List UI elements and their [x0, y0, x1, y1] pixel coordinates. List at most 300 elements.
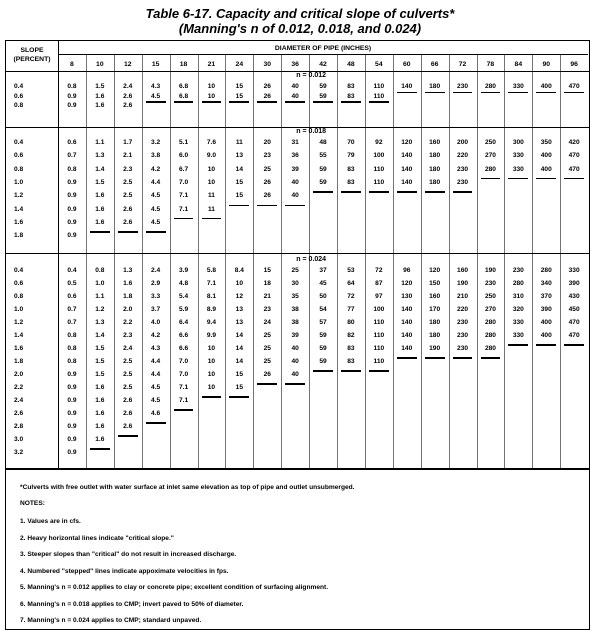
table-cell: 25 [263, 165, 271, 173]
table-cell: 4.5 [151, 384, 161, 391]
table-cell: 2.3 [123, 165, 133, 173]
table-cell: 59 [319, 358, 327, 365]
table-cell: 0.7 [67, 319, 77, 326]
table-cell: 2.2 [123, 319, 133, 326]
table-cell: 150 [429, 280, 441, 287]
table-cell: 4.3 [151, 345, 161, 352]
table-cell: 1.1 [95, 293, 105, 300]
table-cell: 4.0 [151, 319, 161, 326]
critical-slope-line [146, 422, 166, 424]
table-cell: 2.6 [123, 92, 133, 100]
table-cell: 470 [568, 319, 580, 326]
table-cell: 400 [540, 152, 552, 160]
critical-slope-line [508, 92, 528, 94]
table-cell: 0.8 [67, 345, 77, 352]
table-cell: 250 [484, 139, 496, 146]
table-cell: 6.8 [178, 83, 189, 90]
critical-slope-line [202, 396, 222, 398]
table-cell: 110 [373, 178, 385, 186]
table-cell: 14 [235, 358, 243, 365]
table-cell: 40 [291, 83, 299, 90]
table-cell: 3.7 [151, 306, 161, 313]
table-cell: 80 [347, 319, 355, 326]
table-title: Table 6-17. Capacity and critical slope of culverts* [145, 6, 455, 21]
table-cell: 140 [401, 165, 413, 173]
critical-slope-line [397, 191, 417, 193]
table-cell: 5.9 [178, 306, 189, 313]
table-cell: 1.4 [95, 332, 105, 339]
table-cell: 26 [263, 192, 271, 200]
table-cell: 0.9 [67, 192, 77, 200]
table-cell: 15 [235, 92, 243, 100]
note-item: 5. Manning's n = 0.012 applies to clay or concrete pipe; excellent condition of surfacing alignment. [20, 584, 329, 591]
table-cell: 1.5 [95, 371, 105, 378]
table-cell: 140 [401, 83, 413, 90]
table-cell: 330 [512, 165, 524, 173]
table-cell: 1.5 [95, 83, 105, 90]
table-cell: 110 [373, 319, 385, 326]
notes-title: NOTES: [20, 500, 45, 507]
diameter-label: 15 [151, 61, 160, 68]
table-cell: 7.1 [178, 384, 189, 391]
column-divider [449, 54, 450, 468]
table-cell: 0.8 [67, 332, 77, 339]
table-cell: 2.0 [123, 306, 133, 313]
table-cell: 1.2 [95, 306, 105, 313]
critical-slope-line [481, 357, 501, 359]
table-cell: 4.4 [151, 371, 161, 378]
table-cell: 11 [207, 205, 215, 213]
table-cell: 310 [512, 293, 524, 300]
table-cell: 100 [373, 152, 385, 160]
table-cell: 4.5 [151, 397, 161, 404]
table-cell: 4.3 [151, 83, 161, 90]
table-cell: 14 [235, 345, 243, 352]
column-divider [253, 54, 254, 468]
table-cell: 470 [568, 83, 580, 90]
table-cell: 1.6 [95, 384, 105, 391]
table-cell: 190 [429, 345, 441, 352]
table-cell: 26 [263, 83, 271, 90]
table-cell: 0.8 [67, 358, 77, 365]
table-cell: 230 [457, 319, 469, 326]
table-cell: 40 [291, 192, 299, 200]
table-cell: 0.9 [67, 410, 77, 417]
table-cell: 280 [512, 280, 524, 287]
table-cell: 7.1 [178, 192, 189, 200]
culvert-table [5, 40, 590, 630]
table-cell: 11 [235, 139, 243, 146]
critical-slope-line [564, 178, 584, 180]
slope-value: 0.4 [14, 267, 24, 274]
table-cell: 0.9 [67, 449, 77, 456]
table-cell: 120 [401, 280, 413, 287]
table-cell: 10 [207, 92, 216, 100]
table-cell: 330 [512, 152, 524, 160]
table-cell: 10 [207, 384, 216, 391]
table-cell: 2.4 [151, 267, 161, 274]
critical-slope-line [285, 205, 305, 207]
table-cell: 59 [319, 178, 327, 186]
table-cell: 300 [512, 139, 524, 146]
table-cell: 14 [235, 332, 243, 339]
section-bottom-line [6, 468, 589, 470]
table-cell: 0.9 [67, 436, 77, 443]
section-n-label: n = 0.024 [296, 256, 327, 263]
critical-slope-line [453, 191, 473, 193]
slope-value: 2.8 [14, 423, 24, 430]
note-item: 4. Numbered "stepped" lines indicate appoximate velocities in fps. [20, 567, 229, 575]
diameter-label: 96 [570, 61, 578, 68]
table-cell: 15 [235, 192, 243, 200]
table-cell: 25 [263, 358, 271, 365]
table-cell: 25 [263, 332, 271, 339]
table-cell: 0.7 [67, 152, 77, 160]
table-cell: 4.2 [151, 165, 161, 173]
table-cell: 140 [401, 345, 413, 352]
section-bottom-line [6, 253, 589, 254]
column-divider [532, 54, 533, 468]
table-cell: 400 [540, 332, 552, 339]
table-cell: 2.3 [123, 332, 133, 339]
table-cell: 180 [429, 319, 441, 326]
table-cell: 4.4 [151, 178, 161, 186]
table-cell: 6.7 [178, 165, 189, 173]
table-cell: 4.4 [151, 358, 161, 365]
table-cell: 20 [263, 139, 271, 146]
table-cell: 0.8 [67, 83, 77, 90]
table-cell: 1.6 [95, 205, 105, 213]
table-cell: 1.5 [95, 358, 105, 365]
table-cell: 230 [457, 165, 469, 173]
table-cell: 470 [568, 165, 580, 173]
table-cell: 370 [540, 293, 552, 300]
table-cell: 55 [319, 152, 327, 160]
table-cell: 1.4 [95, 165, 105, 173]
slope-value: 1.6 [14, 218, 24, 226]
table-cell: 37 [319, 267, 327, 274]
table-cell: 320 [512, 306, 524, 313]
table-cell: 26 [263, 371, 271, 378]
note-item: 1. Values are in cfs. [20, 518, 81, 525]
column-divider [504, 54, 505, 468]
diameter-label: 21 [207, 61, 216, 68]
table-cell: 82 [347, 332, 355, 339]
table-cell: 2.6 [123, 205, 133, 213]
critical-slope-line [536, 344, 556, 346]
table-cell: 140 [401, 332, 413, 339]
table-cell: 83 [347, 345, 355, 352]
table-cell: 6.6 [178, 345, 189, 352]
critical-slope-line [118, 435, 138, 437]
slope-header-label: SLOPE [20, 47, 44, 54]
table-cell: 70 [347, 139, 355, 146]
table-cell: 59 [319, 165, 327, 173]
table-cell: 0.8 [67, 165, 77, 173]
slope-value: 0.6 [14, 92, 24, 100]
critical-slope-line [313, 370, 333, 372]
column-divider [114, 54, 115, 468]
table-cell: 2.6 [123, 397, 133, 404]
table-cell: 0.9 [67, 397, 77, 404]
table-cell: 48 [319, 139, 327, 146]
table-cell: 180 [429, 178, 441, 186]
critical-slope-line [536, 178, 556, 180]
table-cell: 190 [484, 267, 496, 274]
table-cell: 39 [291, 165, 299, 173]
table-cell: 15 [263, 267, 271, 274]
table-cell: 230 [484, 280, 496, 287]
critical-slope-line [425, 357, 445, 359]
table-cell: 470 [568, 332, 580, 339]
table-cell: 50 [319, 293, 327, 300]
table-cell: 4.6 [151, 410, 161, 417]
table-cell: 2.5 [123, 371, 133, 378]
table-cell: 83 [347, 178, 355, 186]
critical-slope-line [397, 357, 417, 359]
table-cell: 180 [429, 332, 441, 339]
critical-slope-line [564, 344, 584, 346]
critical-slope-line [425, 191, 445, 193]
table-cell: 220 [457, 306, 469, 313]
slope-value: 0.6 [14, 152, 24, 160]
diameter-header-label: DIAMETER OF PIPE (INCHES) [274, 45, 372, 52]
table-cell: 18 [263, 280, 271, 287]
table-cell: 140 [401, 306, 413, 313]
table-cell: 7.1 [178, 397, 189, 404]
table-cell: 38 [291, 319, 299, 326]
table-cell: 59 [319, 83, 327, 90]
slope-value: 3.2 [14, 449, 24, 456]
table-cell: 59 [319, 92, 327, 100]
diameter-label: 36 [291, 61, 299, 68]
section-n-label: n = 0.018 [296, 128, 327, 135]
table-cell: 210 [457, 293, 469, 300]
table-cell: 2.6 [123, 218, 133, 226]
critical-slope-line [257, 101, 277, 103]
table-cell: 21 [263, 293, 271, 300]
table-cell: 340 [540, 280, 552, 287]
table-cell: 1.8 [123, 293, 133, 300]
table-cell: 26 [263, 92, 271, 100]
table-cell: 9.4 [206, 319, 217, 326]
footnote: *Culverts with free outlet with water surface at inlet same elevation as top of pipe and outlet unsubmerged. [20, 484, 355, 491]
table-cell: 4.5 [151, 205, 161, 213]
table-cell: 420 [568, 139, 580, 146]
table-cell: 0.9 [67, 102, 77, 109]
table-cell: 6.6 [178, 332, 189, 339]
table-cell: 110 [373, 345, 385, 352]
critical-slope-line [202, 218, 222, 220]
table-cell: 0.9 [67, 205, 77, 213]
column-divider [142, 54, 143, 468]
critical-slope-line [369, 370, 389, 372]
slope-value: 2.2 [14, 384, 24, 391]
table-cell: 0.9 [67, 232, 77, 240]
table-cell: 53 [347, 267, 355, 274]
table-cell: 11 [207, 192, 215, 200]
critical-slope-line [564, 92, 584, 94]
table-cell: 190 [457, 280, 469, 287]
table-cell: 87 [375, 280, 383, 287]
table-cell: 1.6 [95, 436, 105, 443]
table-cell: 7.0 [178, 371, 189, 378]
table-cell: 1.1 [95, 139, 105, 146]
note-item: 6. Manning's n = 0.018 applies to CMP; invert paved to 50% of diameter. [20, 600, 244, 608]
table-cell: 4.8 [178, 280, 189, 287]
table-cell: 77 [347, 306, 355, 313]
table-cell: 6.4 [178, 319, 189, 326]
table-cell: 3.9 [178, 267, 189, 274]
critical-slope-line [202, 101, 222, 103]
table-cell: 230 [512, 267, 524, 274]
diameter-label: 78 [486, 61, 495, 68]
diameter-label: 8 [70, 61, 74, 68]
table-cell: 31 [291, 139, 299, 146]
critical-slope-line [508, 178, 528, 180]
slope-value: 1.0 [14, 178, 24, 186]
critical-slope-line [90, 231, 110, 233]
table-cell: 0.9 [67, 384, 77, 391]
critical-slope-line [453, 357, 473, 359]
table-cell: 1.6 [95, 410, 105, 417]
critical-slope-line [369, 101, 389, 103]
slope-value: 2.4 [14, 397, 24, 404]
table-cell: 40 [291, 92, 299, 100]
critical-slope-line [257, 205, 277, 207]
table-cell: 2.4 [123, 345, 133, 352]
table-cell: 330 [568, 267, 580, 274]
table-cell: 110 [373, 332, 385, 339]
critical-slope-line [285, 383, 305, 385]
table-cell: 72 [375, 267, 383, 274]
table-cell: 330 [512, 332, 524, 339]
column-divider [365, 54, 366, 468]
column-divider [477, 54, 478, 468]
table-cell: 390 [568, 280, 580, 287]
table-cell: 2.5 [123, 178, 133, 186]
table-cell: 83 [347, 83, 355, 90]
slope-value: 1.4 [14, 332, 24, 339]
table-cell: 130 [401, 293, 413, 300]
table-cell: 39 [291, 332, 299, 339]
table-cell: 220 [457, 152, 469, 160]
column-divider [421, 54, 422, 468]
table-cell: 0.9 [67, 218, 77, 226]
table-cell: 8.4 [234, 267, 244, 274]
table-cell: 230 [457, 83, 469, 90]
critical-slope-line [118, 231, 138, 233]
critical-slope-line [146, 231, 166, 233]
table-cell: 10 [207, 165, 216, 173]
table-cell: 5.4 [178, 293, 189, 300]
table-cell: 8.9 [206, 306, 217, 313]
diameter-header-divider [58, 54, 588, 55]
critical-slope-line [257, 383, 277, 385]
table-cell: 1.3 [95, 152, 105, 160]
table-cell: 10 [207, 178, 216, 186]
table-cell: 0.9 [67, 178, 77, 186]
table-cell: 40 [291, 371, 299, 378]
table-cell: 4.5 [151, 192, 161, 200]
table-cell: 280 [540, 267, 552, 274]
table-cell: 160 [429, 139, 441, 146]
column-divider [198, 54, 199, 468]
table-cell: 280 [484, 345, 496, 352]
slope-value: 3.0 [14, 436, 24, 443]
slope-value: 1.8 [14, 358, 24, 365]
table-cell: 330 [512, 319, 524, 326]
table-cell: 0.9 [67, 423, 77, 430]
table-cell: 13 [235, 306, 243, 313]
critical-slope-line [174, 218, 194, 220]
table-cell: 0.5 [67, 280, 77, 287]
diameter-label: 30 [263, 61, 272, 68]
table-cell: 2.4 [123, 83, 133, 90]
slope-value: 2.0 [14, 371, 24, 378]
column-divider [225, 54, 226, 468]
column-divider [86, 54, 87, 468]
table-cell: 200 [457, 139, 469, 146]
table-cell: 4.5 [151, 92, 161, 100]
table-cell: 400 [540, 165, 552, 173]
table-cell: 430 [568, 293, 580, 300]
slope-value: 1.0 [14, 306, 24, 313]
table-cell: 23 [263, 306, 271, 313]
critical-slope-line [508, 344, 528, 346]
table-cell: 97 [375, 293, 383, 300]
diameter-label: 90 [542, 61, 551, 68]
table-cell: 280 [484, 332, 496, 339]
critical-slope-line [313, 191, 333, 193]
table-cell: 2.6 [123, 410, 133, 417]
diameter-label: 66 [430, 61, 439, 68]
table-cell: 9.9 [206, 332, 217, 339]
diameter-label: 84 [514, 61, 523, 68]
table-cell: 180 [429, 83, 441, 90]
table-cell: 110 [373, 165, 385, 173]
diameter-label: 60 [402, 61, 411, 68]
table-cell: 0.7 [67, 306, 77, 313]
slope-value: 0.8 [14, 102, 24, 109]
critical-slope-line [229, 205, 249, 207]
table-cell: 1.6 [123, 280, 133, 287]
note-item: 3. Steeper slopes than "critical" do not result in increased discharge. [20, 551, 237, 558]
table-cell: 0.6 [67, 139, 77, 146]
table-cell: 270 [484, 306, 496, 313]
critical-slope-line [369, 191, 389, 193]
table-cell: 5.1 [178, 139, 189, 146]
table-cell: 3.8 [151, 152, 161, 160]
table-cell: 3.3 [151, 293, 161, 300]
table-cell: 7.1 [206, 280, 217, 287]
critical-slope-line [425, 92, 445, 94]
table-cell: 9.0 [206, 152, 217, 160]
table-cell: 250 [484, 293, 496, 300]
table-cell: 10 [207, 83, 216, 90]
slope-value: 0.8 [14, 165, 24, 173]
table-cell: 6.0 [178, 152, 189, 160]
critical-slope-line [341, 191, 361, 193]
table-cell: 35 [291, 293, 299, 300]
table-cell: 1.0 [95, 280, 105, 287]
table-cell: 160 [457, 267, 469, 274]
table-cell: 2.1 [123, 152, 133, 160]
table-cell: 40 [291, 345, 299, 352]
critical-slope-line [453, 92, 473, 94]
table-cell: 2.5 [123, 358, 133, 365]
diameter-label: 18 [179, 61, 188, 68]
